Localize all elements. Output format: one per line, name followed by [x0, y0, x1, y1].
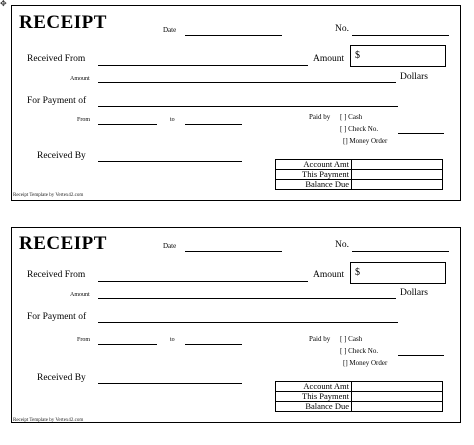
balance-due-field[interactable]: [352, 402, 443, 412]
currency-symbol: $: [355, 267, 360, 278]
for-payment-label: For Payment of: [27, 96, 87, 106]
receipt-no-field[interactable]: [352, 35, 449, 36]
amount-words-label: Amount: [70, 292, 90, 298]
table-row: [276, 402, 443, 412]
from-label: From: [77, 117, 91, 123]
receipt-no-field[interactable]: [352, 251, 449, 252]
received-from-field[interactable]: [98, 65, 308, 66]
paid-by-label: Paid by: [309, 335, 331, 343]
this-payment-label: This Payment: [276, 170, 352, 180]
receipt-title: RECEIPT: [19, 233, 107, 254]
for-payment-field[interactable]: [98, 106, 398, 107]
received-by-field[interactable]: [98, 383, 242, 384]
currency-symbol: $: [355, 50, 360, 61]
account-amt-label: Account Amt: [276, 382, 352, 392]
amount-label: Amount: [313, 54, 345, 64]
account-amt-field[interactable]: [352, 160, 443, 170]
dollars-label: Dollars: [400, 288, 428, 298]
money-order-checkbox[interactable]: [] Money Order: [343, 359, 388, 367]
to-field[interactable]: [185, 124, 242, 125]
amount-field[interactable]: [350, 262, 446, 284]
date-label: Date: [163, 26, 177, 34]
dollars-label: Dollars: [400, 72, 428, 82]
money-order-checkbox[interactable]: [] Money Order: [343, 137, 388, 145]
check-no-field[interactable]: [398, 133, 444, 134]
move-handle-icon[interactable]: ✥: [0, 0, 7, 8]
from-field[interactable]: [98, 124, 157, 125]
received-from-label: Received From: [27, 270, 86, 280]
receipt-no-label: No.: [335, 240, 349, 250]
amount-words-field[interactable]: [98, 82, 396, 83]
table-row: [276, 382, 443, 392]
account-amt-field[interactable]: [352, 382, 443, 392]
check-checkbox[interactable]: [ ] Check No.: [340, 125, 379, 133]
to-label: to: [170, 117, 175, 123]
received-by-field[interactable]: [98, 161, 242, 162]
to-field[interactable]: [185, 344, 242, 345]
received-by-label: Received By: [37, 151, 86, 161]
paid-by-label: Paid by: [309, 113, 331, 121]
table-row: [276, 180, 443, 190]
date-label: Date: [163, 242, 177, 250]
this-payment-field[interactable]: [352, 392, 443, 402]
account-amt-label: Account Amt: [276, 160, 352, 170]
balance-due-field[interactable]: [352, 180, 443, 190]
from-label: From: [77, 337, 91, 343]
amount-field[interactable]: [350, 45, 446, 67]
check-checkbox[interactable]: [ ] Check No.: [340, 347, 379, 355]
received-from-label: Received From: [27, 54, 86, 64]
receipt-title: RECEIPT: [19, 12, 107, 33]
table-row: [276, 170, 443, 180]
receipt-no-label: No.: [335, 24, 349, 34]
footer-credit: Receipt Template by Vertex42.com: [13, 418, 84, 423]
balance-due-label: Balance Due: [276, 180, 352, 190]
balance-due-label: Balance Due: [276, 402, 352, 412]
footer-credit: Receipt Template by Vertex42.com: [13, 193, 84, 198]
summary-table: [275, 159, 443, 190]
date-field[interactable]: [185, 251, 282, 252]
from-field[interactable]: [98, 344, 157, 345]
for-payment-label: For Payment of: [27, 312, 87, 322]
received-from-field[interactable]: [98, 281, 308, 282]
amount-label: Amount: [313, 270, 345, 280]
date-field[interactable]: [185, 35, 282, 36]
amount-words-label: Amount: [70, 76, 90, 82]
cash-checkbox[interactable]: [ ] Cash: [340, 113, 363, 121]
received-by-label: Received By: [37, 373, 86, 383]
receipt-1: [11, 5, 461, 201]
for-payment-field[interactable]: [98, 322, 398, 323]
table-row: [276, 392, 443, 402]
check-no-field[interactable]: [398, 355, 444, 356]
cash-checkbox[interactable]: [ ] Cash: [340, 335, 363, 343]
table-row: [276, 160, 443, 170]
this-payment-field[interactable]: [352, 170, 443, 180]
to-label: to: [170, 337, 175, 343]
summary-table: [275, 381, 443, 412]
receipt-2: [11, 227, 461, 423]
amount-words-field[interactable]: [98, 298, 396, 299]
this-payment-label: This Payment: [276, 392, 352, 402]
